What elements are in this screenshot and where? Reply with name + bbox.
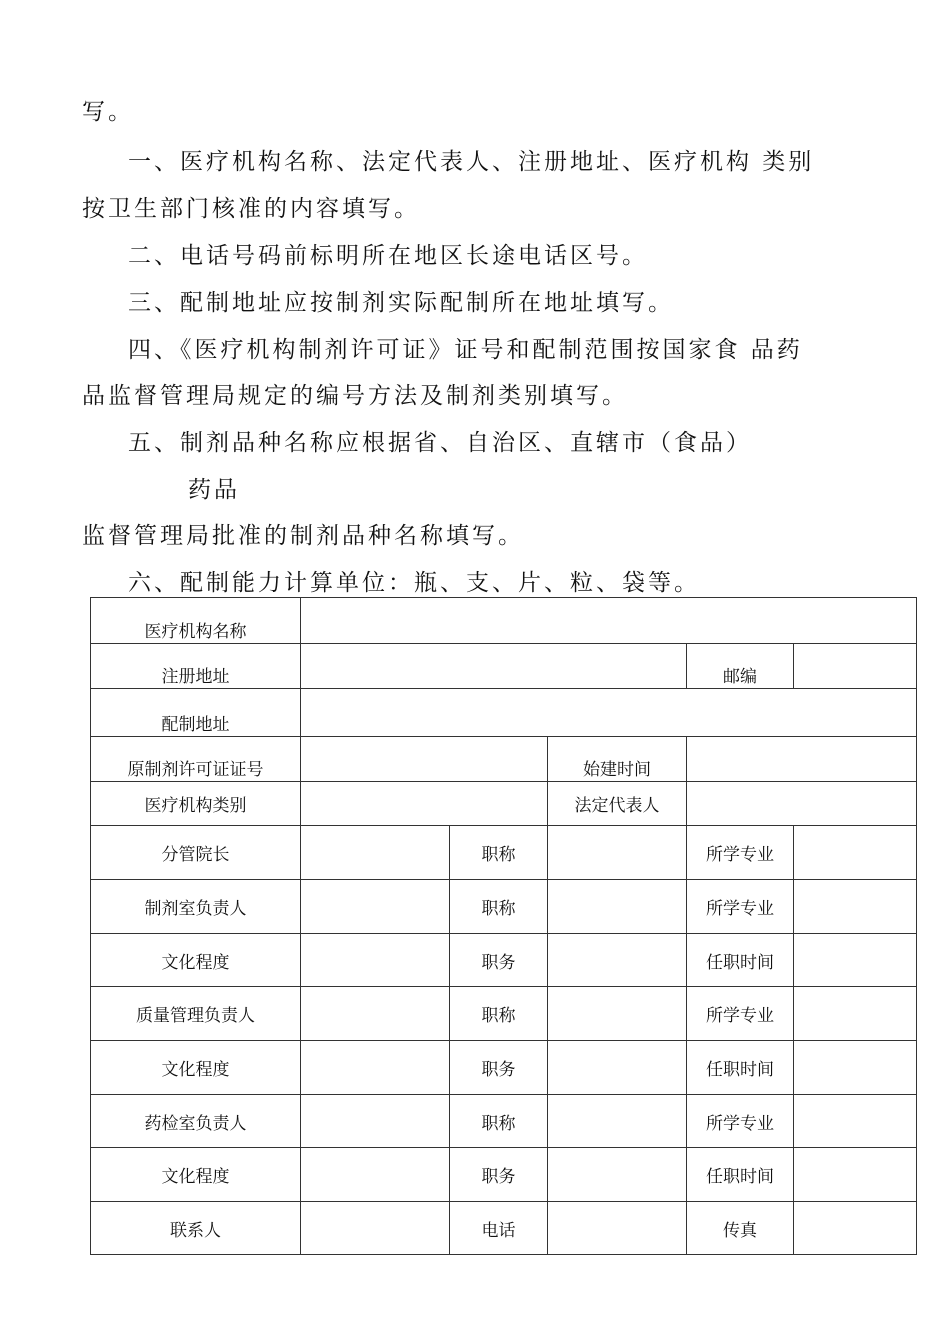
field-legal-rep[interactable] <box>687 782 917 826</box>
field-founded-time[interactable] <box>687 737 917 782</box>
field-title[interactable] <box>548 880 687 934</box>
label-qa-head: 质量管理负责人 <box>91 987 301 1041</box>
label-legal-rep: 法定代表人 <box>548 782 687 826</box>
label-postcode: 邮编 <box>687 644 794 689</box>
label-institution-name: 医疗机构名称 <box>91 598 301 644</box>
label-position: 职务 <box>450 1041 548 1095</box>
label-prep-room-head: 制剂室负责人 <box>91 880 301 934</box>
para-line-6: 四、《医疗机构制剂许可证》证号和配制范围按国家食 品药 <box>128 337 803 363</box>
field-title[interactable] <box>548 1095 687 1148</box>
label-title: 职称 <box>450 1095 548 1148</box>
label-education: 文化程度 <box>91 934 301 987</box>
label-registered-address: 注册地址 <box>91 644 301 689</box>
para-line-2: 一、医疗机构名称、法定代表人、注册地址、医疗机构 类别 <box>128 149 815 175</box>
field-phone[interactable] <box>548 1202 687 1255</box>
para-line-1: 写。 <box>82 99 134 125</box>
field-tenure[interactable] <box>794 1148 917 1202</box>
field-position[interactable] <box>548 1148 687 1202</box>
field-prep-address[interactable] <box>301 689 917 737</box>
label-major: 所学专业 <box>687 880 794 934</box>
registration-form-table <box>90 597 917 1255</box>
field-education[interactable] <box>301 1041 450 1095</box>
label-title: 职称 <box>450 880 548 934</box>
field-qa-head[interactable] <box>301 987 450 1041</box>
label-education: 文化程度 <box>91 1041 301 1095</box>
field-institution-name[interactable] <box>301 598 917 644</box>
label-title: 职称 <box>450 987 548 1041</box>
field-institution-type[interactable] <box>301 782 548 826</box>
label-contact-person: 联系人 <box>91 1202 301 1255</box>
label-tenure: 任职时间 <box>687 1148 794 1202</box>
label-position: 职务 <box>450 934 548 987</box>
field-position[interactable] <box>548 934 687 987</box>
para-line-11: 六、配制能力计算单位：瓶、支、片、粒、袋等。 <box>128 570 700 596</box>
field-lab-head[interactable] <box>301 1095 450 1148</box>
label-title: 职称 <box>450 826 548 880</box>
field-position[interactable] <box>548 1041 687 1095</box>
field-fax[interactable] <box>794 1202 917 1255</box>
label-founded-time: 始建时间 <box>548 737 687 782</box>
label-fax: 传真 <box>687 1202 794 1255</box>
field-education[interactable] <box>301 1148 450 1202</box>
para-line-3: 按卫生部门核准的内容填写。 <box>82 196 420 222</box>
field-contact-person[interactable] <box>301 1202 450 1255</box>
label-education: 文化程度 <box>91 1148 301 1202</box>
field-title[interactable] <box>548 987 687 1041</box>
label-deputy-director: 分管院长 <box>91 826 301 880</box>
field-postcode[interactable] <box>794 644 917 689</box>
label-major: 所学专业 <box>687 826 794 880</box>
label-phone: 电话 <box>450 1202 548 1255</box>
label-lab-head: 药检室负责人 <box>91 1095 301 1148</box>
field-registered-address[interactable] <box>301 644 687 689</box>
label-position: 职务 <box>450 1148 548 1202</box>
field-major[interactable] <box>794 1095 917 1148</box>
field-tenure[interactable] <box>794 934 917 987</box>
field-deputy-director[interactable] <box>301 826 450 880</box>
para-line-9: 药品 <box>188 477 240 503</box>
field-major[interactable] <box>794 880 917 934</box>
label-major: 所学专业 <box>687 1095 794 1148</box>
label-tenure: 任职时间 <box>687 934 794 987</box>
para-line-10: 监督管理局批准的制剂品种名称填写。 <box>82 523 524 549</box>
field-tenure[interactable] <box>794 1041 917 1095</box>
label-orig-license-no: 原制剂许可证证号 <box>91 737 301 782</box>
field-major[interactable] <box>794 987 917 1041</box>
label-major: 所学专业 <box>687 987 794 1041</box>
para-line-4: 二、电话号码前标明所在地区长途电话区号。 <box>128 243 648 269</box>
field-education[interactable] <box>301 934 450 987</box>
field-major[interactable] <box>794 826 917 880</box>
field-prep-room-head[interactable] <box>301 880 450 934</box>
para-line-7: 品监督管理局规定的编号方法及制剂类别填写。 <box>82 383 628 409</box>
label-institution-type: 医疗机构类别 <box>91 782 301 826</box>
label-tenure: 任职时间 <box>687 1041 794 1095</box>
field-title[interactable] <box>548 826 687 880</box>
para-line-8: 五、制剂品种名称应根据省、自治区、直辖市（食品） <box>128 430 752 456</box>
field-orig-license-no[interactable] <box>301 737 548 782</box>
para-line-5: 三、配制地址应按制剂实际配制所在地址填写。 <box>128 290 674 316</box>
label-prep-address: 配制地址 <box>91 689 301 737</box>
